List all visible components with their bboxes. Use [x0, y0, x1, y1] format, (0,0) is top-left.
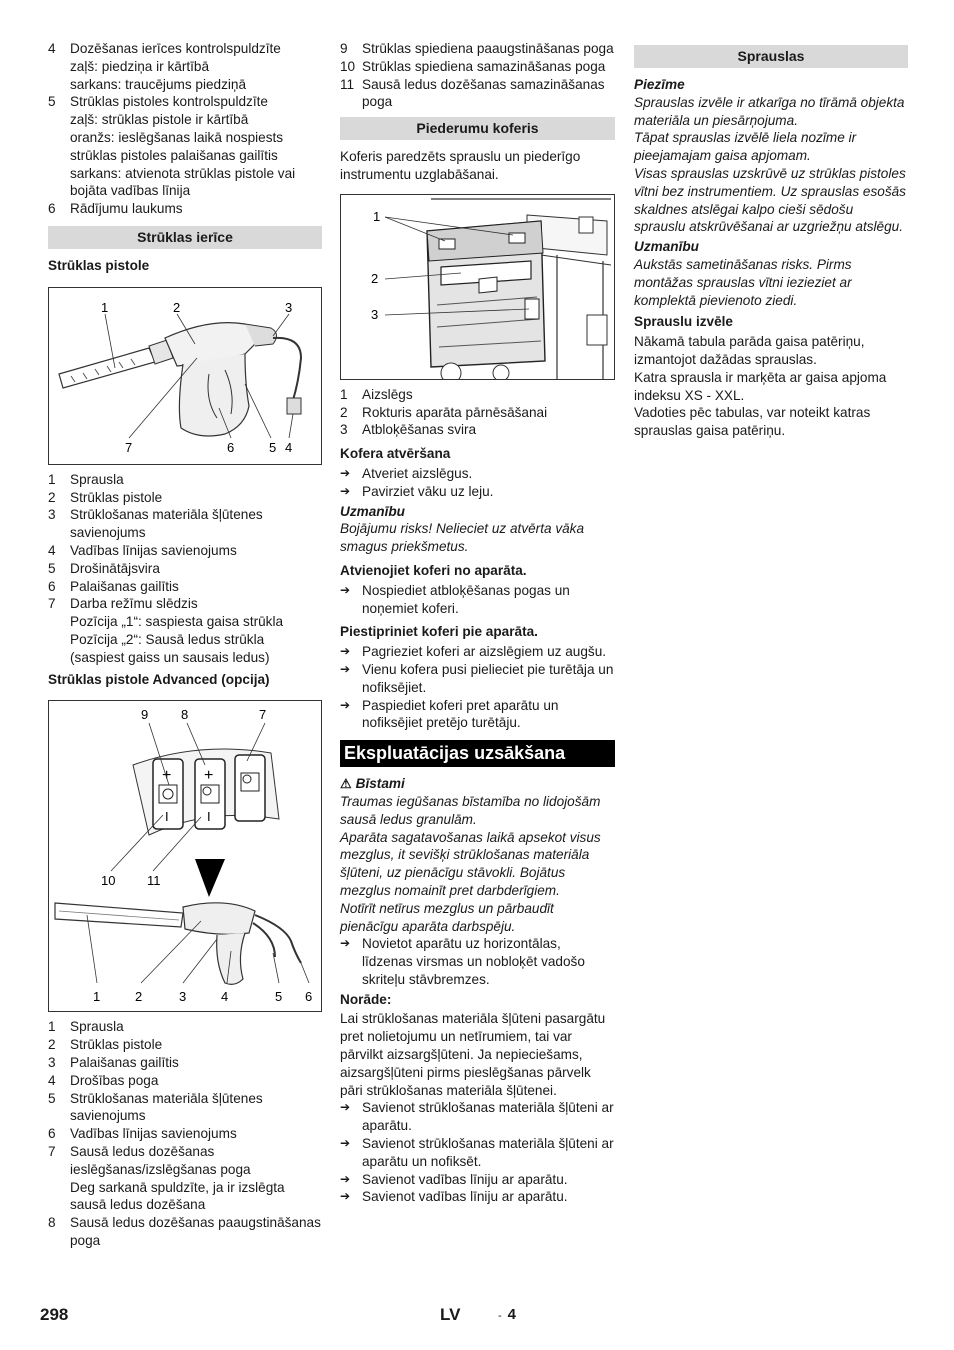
callout-4: 4 — [221, 989, 229, 1005]
arrow-icon: ➔ — [340, 1189, 351, 1204]
list-top-c1 — [48, 40, 322, 218]
step: ➔ Vienu kofera pusi pielieciet pie turētāja un nofiksējiet. — [340, 661, 614, 695]
figure-accessory-case — [340, 194, 615, 380]
callout-5: 5 — [269, 439, 277, 455]
nozzle-choice-text: Katra sprausla ir marķēta ar gaisa apjoma indeksu XS - XXL. — [634, 369, 887, 403]
list-item: 2 Rokturis aparāta pārnēsāšanai — [340, 404, 548, 420]
step: ➔ Novietot aparātu uz horizontālas, līdzenas virsmas un nobloķēt vadošo skriteļu stāvbremzes. — [340, 936, 585, 987]
callout-2: 2 — [371, 270, 379, 286]
figure-blasting-gun-advanced — [48, 700, 322, 1012]
advanced-gun-illustration — [49, 701, 321, 1011]
arrow-icon: ➔ — [340, 697, 351, 712]
column-middle — [340, 40, 615, 1206]
warning-icon: ⚠ — [340, 776, 352, 792]
step: ➔ Pagrieziet koferi ar aizslēgiem uz augšu. — [340, 644, 607, 660]
list-item: 3 Palaišanas gailītis — [48, 1054, 179, 1070]
section-heading-nozzles: Sprauslas — [634, 45, 908, 68]
chapter-heading-start-up: Ekspluatācijas uzsākšana — [340, 740, 615, 767]
callout-3: 3 — [371, 306, 379, 322]
language-code: LV — [440, 1305, 461, 1324]
figure-blasting-gun — [48, 287, 322, 465]
callout-7: 7 — [125, 439, 133, 455]
subheading-nozzle-choice: Sprauslu izvēle — [634, 314, 733, 330]
list-gun-advanced-parts — [48, 1018, 322, 1249]
callout-3: 3 — [179, 989, 187, 1005]
callout-4: 4 — [285, 439, 293, 455]
subheading-gun-advanced: Strūklas pistole Advanced (opcija) — [48, 671, 270, 687]
nozzle-choice-text: Nākamā tabula parāda gaisa patēriņu, izmantojot dažādas sprauslas. — [634, 334, 865, 367]
list-item: 1 Aizslēgs — [340, 386, 413, 402]
list-subitem: zaļš: strūklas pistole ir kārtībā — [70, 112, 249, 128]
note-text: Visas sprauslas uzskrūvē uz strūklas pistoles vītni bez instrumentiem. Uz sprauslas esošās skaldnes atslēgai kalpo cieši sēdošu sprauslu atskrūvēšanai ar uzgriežņu atslēgu. — [634, 165, 906, 235]
list-subitem: Deg sarkanā spuldzīte, ja ir izslēgta sausā ledus dozēšana — [70, 1179, 285, 1213]
danger-text: Traumas iegūšanas bīstamība no lidojošām sausā ledus granulām. — [340, 793, 601, 827]
callout-1: 1 — [101, 299, 109, 315]
arrow-icon: ➔ — [340, 644, 351, 659]
subheading-blasting-gun: Strūklas pistole — [48, 257, 150, 273]
accessory-case-intro: Koferis paredzēts sprauslu un piederīgo instrumentu uzglabāšanai. — [340, 149, 581, 182]
arrow-icon: ➔ — [340, 465, 351, 480]
callout-2: 2 — [173, 299, 181, 315]
minus-symbol: I — [165, 809, 169, 825]
accessory-case-illustration — [341, 195, 614, 379]
step: ➔ Pavirziet vāku uz leju. — [340, 483, 494, 499]
minus-symbol: I — [207, 809, 211, 825]
arrow-icon: ➔ — [340, 936, 351, 951]
arrow-icon: ➔ — [340, 483, 351, 498]
arrow-icon: ➔ — [340, 661, 351, 676]
list-item: 3 Atbloķēšanas svira — [340, 422, 477, 438]
list-item: 4 Vadības līnijas savienojums — [48, 542, 237, 558]
list-subitem: Pozīcija „2“: Sausā ledus strūkla (saspiest gaiss un sausais ledus) — [70, 631, 270, 665]
section-heading-accessory-case: Piederumu koferis — [340, 117, 615, 140]
note-text: Sprauslas izvēle ir atkarīga no tīrāmā objekta materiāla un piesārņojuma. — [634, 94, 905, 128]
list-item: 7 Sausā ledus dozēšanas ieslēgšanas/izslēgšanas poga — [48, 1143, 251, 1177]
callout-3: 3 — [285, 299, 293, 315]
caution-text: Bojājumu risks! Nelieciet uz atvērta vāka smagus priekšmetus. — [340, 521, 585, 555]
note-text: Lai strūklošanas materiāla šļūteni pasargātu pret nolietojumu un netīrumiem, tai var pārvilkt aizsargšļūteni. Ja nepieciešams, aizsargšļūteni pirms pieslēgšanas pārvelk pāri strūklošanas materiāla šļūtenei. — [340, 1011, 606, 1098]
list-item: 6 Palaišanas gailītis — [48, 578, 179, 594]
column-right — [634, 40, 908, 440]
section-page: - 4 — [498, 1306, 517, 1323]
list-item: 2 Strūklas pistole — [48, 489, 163, 505]
step: ➔ Savienot vadības līniju ar aparātu. — [340, 1189, 568, 1205]
list-item: 5 Drošinātājsvira — [48, 560, 160, 576]
list-item: 10 Strūklas spiediena samazināšanas poga — [340, 58, 606, 74]
list-subitem: oranžs: ieslēgšanas laikā nospiests strūklas pistoles palaišanas gailītis — [70, 129, 284, 163]
callout-1: 1 — [93, 989, 101, 1005]
list-item: 5 Strūklas pistoles kontrolspuldzīte — [48, 94, 268, 110]
list-subitem: sarkans: atvienota strūklas pistole vai bojāta vadības līnija — [70, 165, 296, 199]
step: ➔ Atveriet aizslēgus. — [340, 465, 473, 481]
list-item: 4 Drošības poga — [48, 1072, 159, 1088]
danger-heading: ⚠ Bīstami — [340, 776, 405, 792]
callout-6: 6 — [227, 439, 235, 455]
blasting-gun-illustration — [49, 288, 321, 464]
callout-11: 11 — [147, 873, 161, 889]
note-text: Tāpat sprauslas izvēlē liela nozīme ir pieejamajam gaisa apjomam. — [634, 130, 857, 164]
page-number: 298 — [40, 1305, 69, 1324]
arrow-icon: ➔ — [340, 582, 351, 597]
column-left — [48, 40, 322, 1250]
list-item: 11 Sausā ledus dozēšanas samazināšanas poga — [340, 76, 605, 110]
list-item: 3 Strūklošanas materiāla šļūtenes savienojums — [48, 507, 263, 541]
subheading-open-case: Kofera atvēršana — [340, 446, 451, 462]
step: ➔ Savienot strūklošanas materiāla šļūteni ar aparātu. — [340, 1100, 614, 1134]
subheading-detach-case: Atvienojiet koferi no aparāta. — [340, 562, 527, 578]
step: ➔ Savienot strūklošanas materiāla šļūteni ar aparātu un nofiksēt. — [340, 1136, 614, 1169]
caution-heading: Uzmanību — [340, 503, 405, 519]
callout-6: 6 — [305, 989, 313, 1005]
callout-5: 5 — [275, 989, 283, 1005]
nozzle-choice-text: Vadoties pēc tabulas, var noteikt katras sprauslas gaisa patēriņu. — [634, 405, 871, 439]
step: ➔ Nospiediet atbloķēšanas pogas un noņemiet koferi. — [340, 582, 570, 616]
callout-9: 9 — [141, 707, 149, 723]
step: ➔ Savienot vadības līniju ar aparātu. — [340, 1171, 568, 1187]
list-case-parts — [340, 386, 615, 439]
callout-1: 1 — [373, 208, 381, 224]
plus-symbol: + — [204, 767, 214, 785]
list-item: 5 Strūklošanas materiāla šļūtenes savienojums — [48, 1090, 263, 1124]
list-subitem: zaļš: piedziņa ir kārtībā — [70, 58, 210, 74]
list-item: 2 Strūklas pistole — [48, 1037, 163, 1053]
danger-text: Aparāta sagatavošanas laikā apsekot visus mezglus, it sevišķi strūklošanas materiāla šļūteni, uz pienācīgu stāvokli. Bojātus mezglus nomainīt pret darbderīgiem. — [340, 829, 601, 898]
list-subitem: sarkans: traucējums piedziņā — [70, 76, 247, 92]
plus-symbol: + — [162, 767, 172, 785]
list-subitem: Pozīcija „1“: saspiesta gaisa strūkla — [70, 614, 284, 630]
caution-text: Aukstās sametināšanas risks. Pirms montāžas sprauslas vītni iezieziet ar komplektā pievienoto ziedi. — [634, 256, 852, 308]
list-item: 9 Strūklas spiediena paaugstināšanas poga — [340, 41, 614, 56]
list-item: 6 Rādījumu laukums — [48, 201, 183, 217]
section-heading-blasting-device: Strūklas ierīce — [48, 226, 322, 249]
arrow-icon: ➔ — [340, 1100, 351, 1115]
arrow-icon: ➔ — [340, 1171, 351, 1186]
callout-2: 2 — [135, 989, 143, 1005]
subheading-attach-case: Piestipriniet koferi pie aparāta. — [340, 624, 538, 640]
note-heading: Piezīme — [634, 77, 685, 92]
list-item: 4 Dozēšanas ierīces kontrolspuldzīte — [48, 41, 281, 56]
list-item: 8 Sausā ledus dozēšanas paaugstināšanas poga — [48, 1215, 321, 1248]
caution-heading: Uzmanību — [634, 239, 699, 255]
step: ➔ Paspiediet koferi pret aparātu un nofiksējiet pretējo turētāju. — [340, 697, 559, 731]
list-item: 6 Vadības līnijas savienojums — [48, 1126, 237, 1142]
list-item: 1 Sprausla — [48, 471, 124, 487]
callout-8: 8 — [181, 707, 189, 723]
note-heading: Norāde: — [340, 991, 392, 1007]
list-top-c2 — [340, 40, 615, 111]
list-item: 7 Darba režīmu slēdzis — [48, 596, 198, 612]
list-item: 1 Sprausla — [48, 1019, 124, 1035]
callout-7: 7 — [259, 707, 267, 723]
list-gun-parts — [48, 471, 322, 667]
callout-10: 10 — [101, 873, 116, 889]
arrow-icon: ➔ — [340, 1136, 351, 1151]
danger-text: Notīrīt netīrus mezglus un pārbaudīt pienācīgu aparāta darbspēju. — [340, 900, 554, 934]
